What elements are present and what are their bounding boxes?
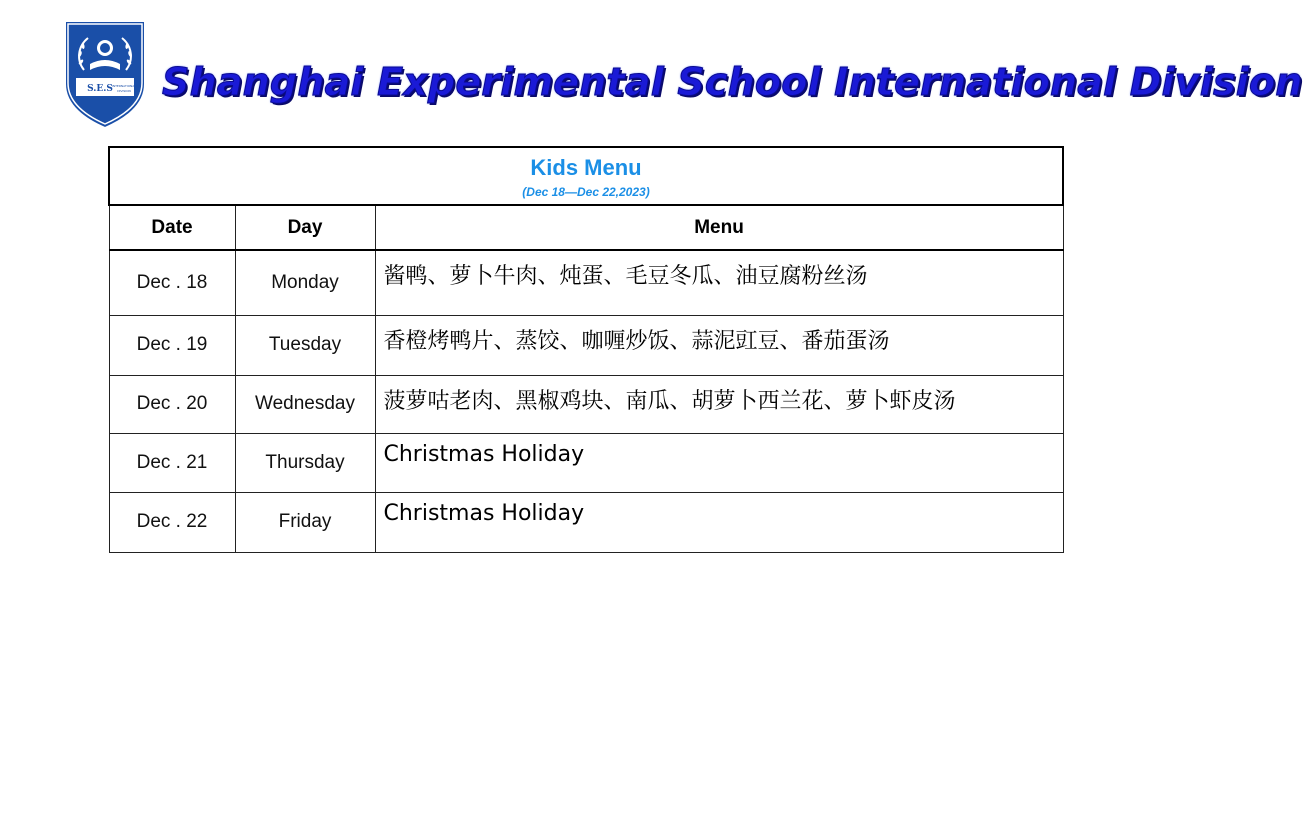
school-logo (62, 18, 148, 130)
school-name: Shanghai Experimental School International Division (162, 60, 1303, 104)
table-row (109, 315, 1063, 375)
row-date: Dec . 18 (109, 250, 235, 315)
menu-title: Kids Menu (530, 155, 642, 180)
svg-text:DIVISION: DIVISION (117, 89, 131, 93)
row-date: Dec . 22 (109, 492, 235, 552)
row-day: Friday (235, 492, 375, 552)
row-menu: 香橙烤鸭片、蒸饺、咖喱炒饭、蒜泥豇豆、番茄蛋汤 (375, 315, 1063, 375)
row-menu: 酱鸭、萝卜牛肉、炖蛋、毛豆冬瓜、油豆腐粉丝汤 (375, 250, 1063, 315)
menu-date-range: (Dec 18—Dec 22,2023) (522, 185, 650, 199)
row-date: Dec . 19 (109, 315, 235, 375)
table-title-cell (109, 147, 1063, 205)
row-day: Thursday (235, 433, 375, 492)
table-row (109, 375, 1063, 433)
table-row (109, 433, 1063, 492)
kids-menu-table (108, 146, 1064, 553)
table-row (109, 492, 1063, 552)
row-menu: Christmas Holiday (375, 433, 1063, 492)
column-header-menu: Menu (375, 205, 1063, 250)
column-header-day: Day (235, 205, 375, 250)
svg-text:INTERNATIONAL: INTERNATIONAL (111, 84, 137, 88)
shield-icon (62, 18, 148, 130)
row-menu: Christmas Holiday (375, 492, 1063, 552)
row-menu: 菠萝咕老肉、黑椒鸡块、南瓜、胡萝卜西兰花、萝卜虾皮汤 (375, 375, 1063, 433)
row-date: Dec . 21 (109, 433, 235, 492)
table-row (109, 250, 1063, 315)
logo-text: S.E.S (87, 84, 113, 94)
row-day: Tuesday (235, 315, 375, 375)
row-day: Wednesday (235, 375, 375, 433)
row-day: Monday (235, 250, 375, 315)
column-header-date: Date (109, 205, 235, 250)
row-date: Dec . 20 (109, 375, 235, 433)
